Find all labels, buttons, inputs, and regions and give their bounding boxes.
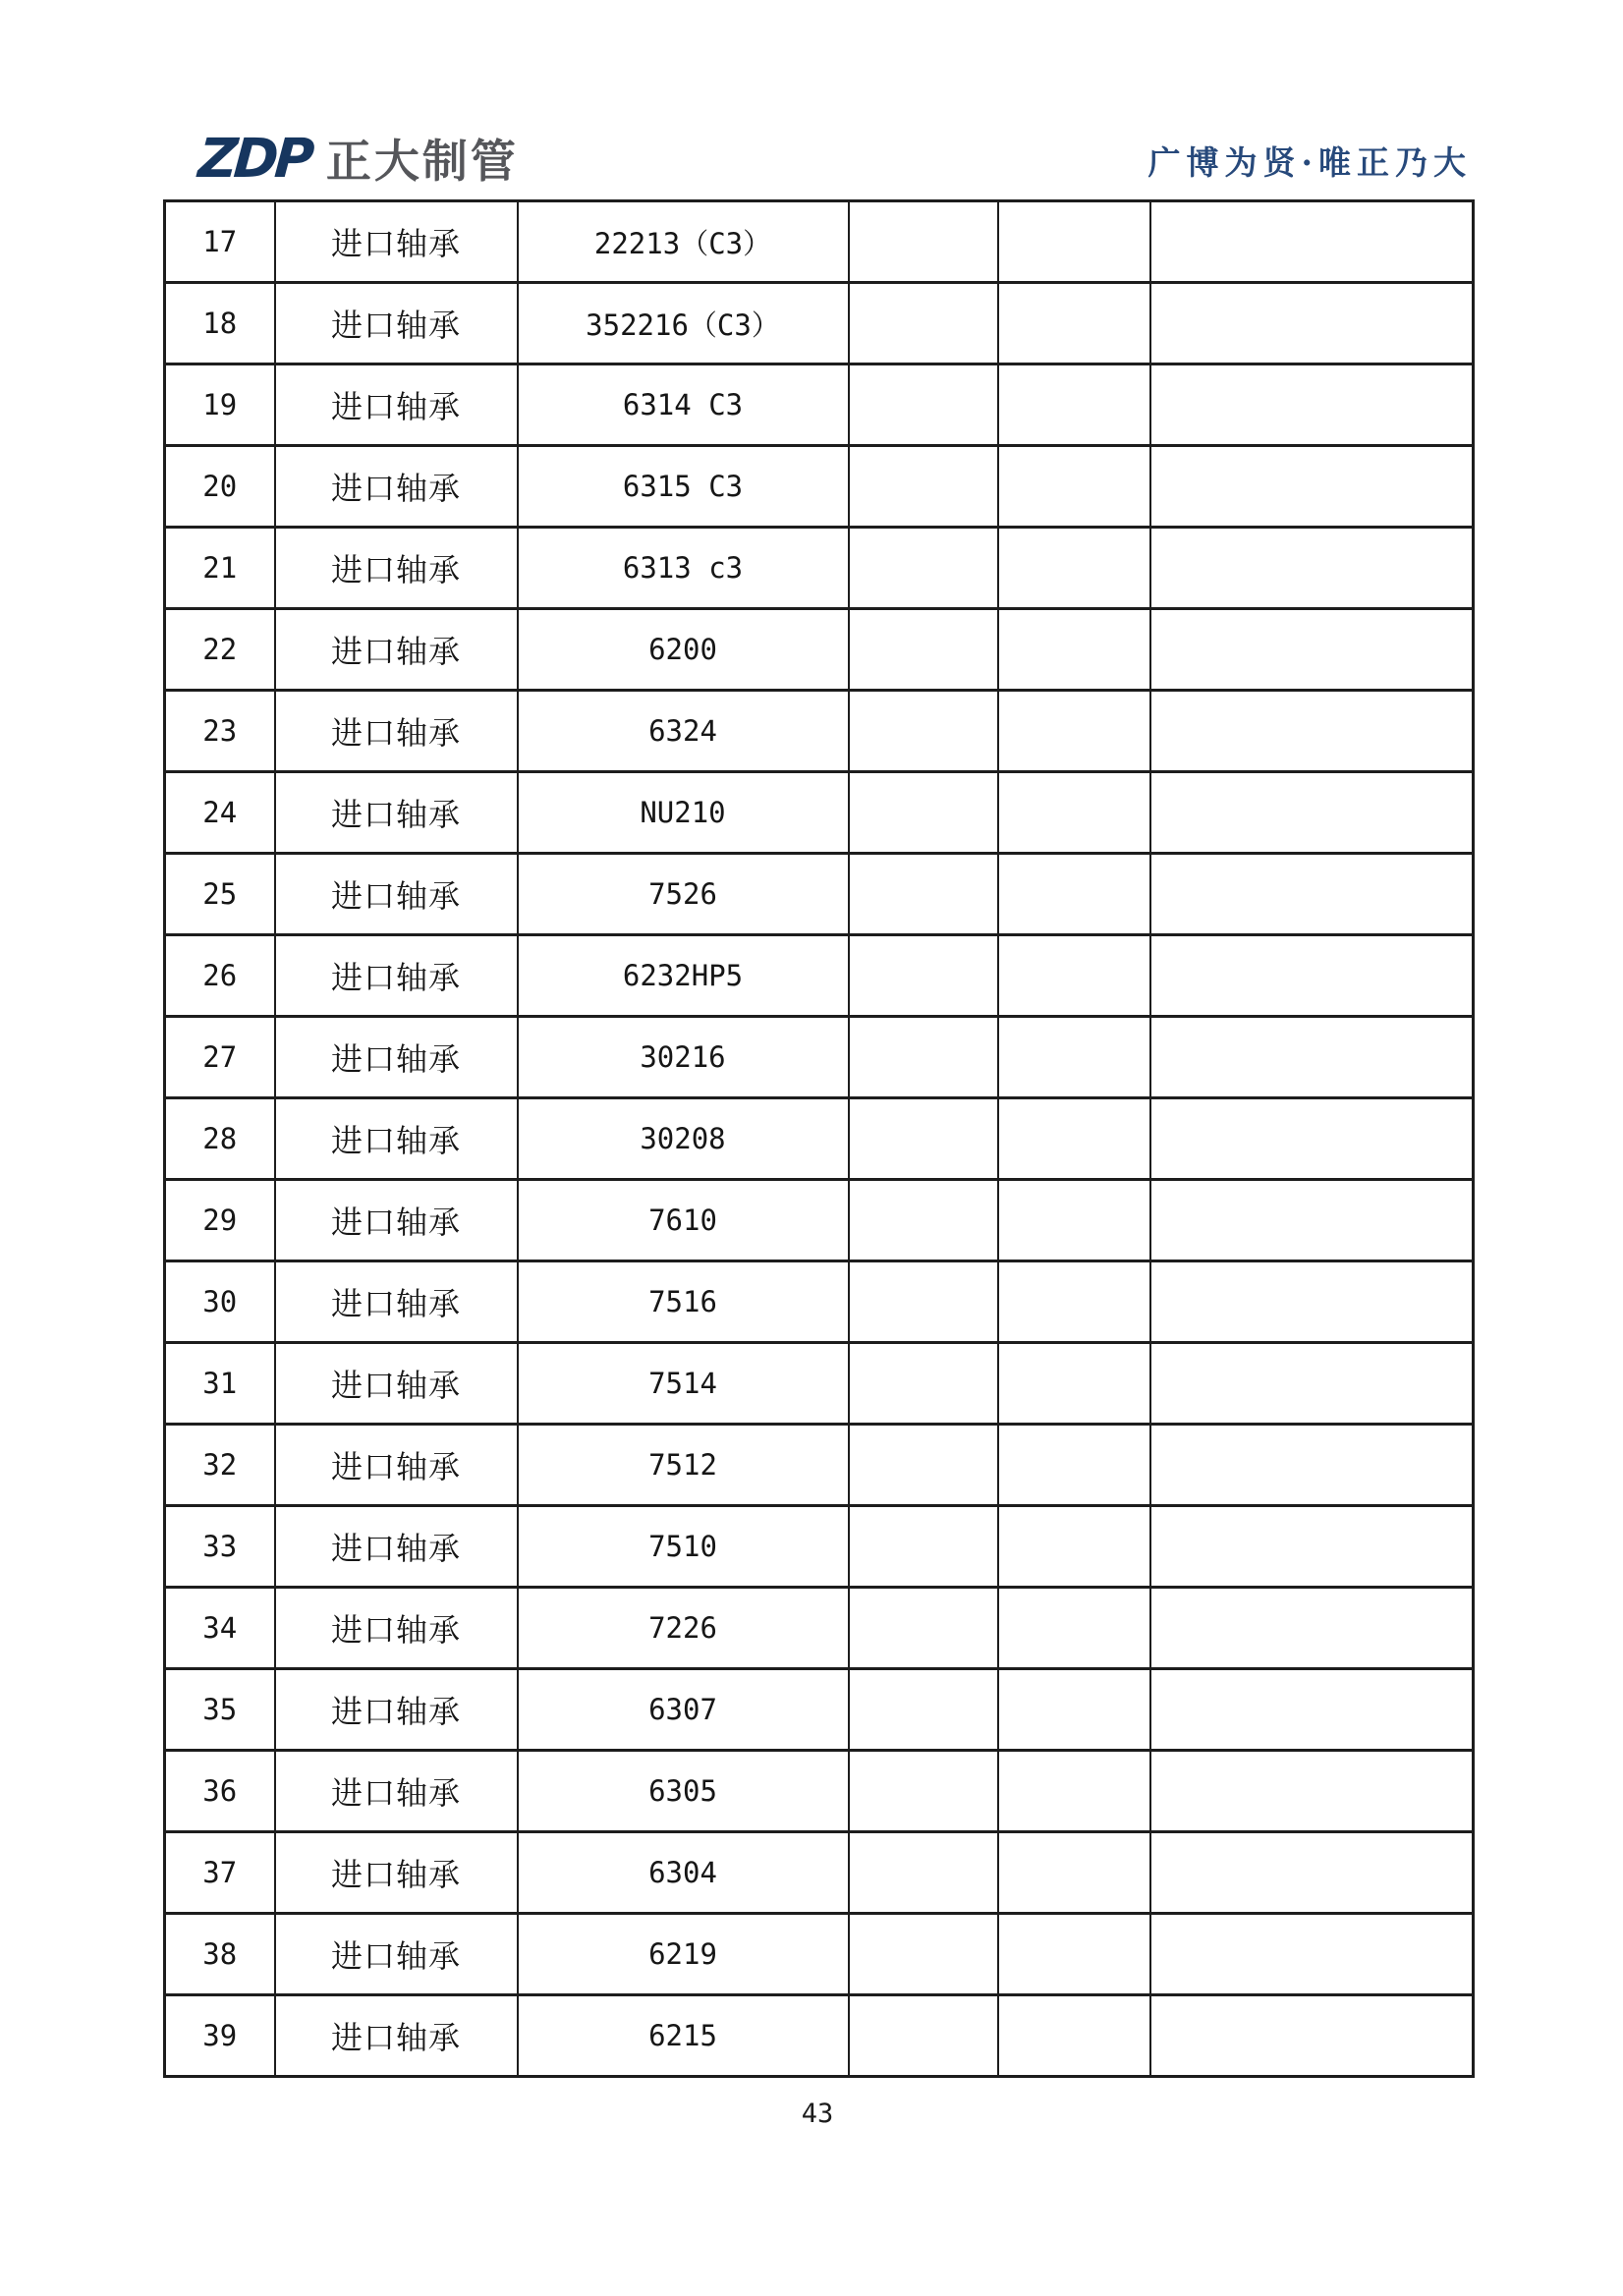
table-row — [165, 201, 1474, 283]
empty-cell — [849, 772, 998, 854]
table-row — [165, 1343, 1474, 1425]
model-cell: 7610 — [518, 1180, 849, 1261]
model-cell: 7516 — [518, 1261, 849, 1343]
row-index-cell: 24 — [165, 772, 275, 854]
empty-cell — [998, 1017, 1150, 1098]
row-index-cell: 35 — [165, 1669, 275, 1751]
remark-cell — [1150, 609, 1474, 691]
empty-cell — [998, 772, 1150, 854]
empty-cell — [849, 528, 998, 609]
empty-cell — [998, 1914, 1150, 1995]
part-name-cell: 进口轴承 — [275, 1669, 518, 1751]
empty-cell — [998, 283, 1150, 364]
row-index-cell: 34 — [165, 1588, 275, 1669]
empty-cell — [849, 609, 998, 691]
empty-cell — [998, 1098, 1150, 1180]
remark-cell — [1150, 1098, 1474, 1180]
part-name-cell: 进口轴承 — [275, 1098, 518, 1180]
model-cell: 6232HP5 — [518, 935, 849, 1017]
table-row — [165, 1098, 1474, 1180]
empty-cell — [849, 1995, 998, 2077]
part-name-cell: 进口轴承 — [275, 772, 518, 854]
remark-cell — [1150, 1261, 1474, 1343]
model-cell: 6313 c3 — [518, 528, 849, 609]
empty-cell — [998, 691, 1150, 772]
model-cell: 6314 C3 — [518, 364, 849, 446]
part-name-cell: 进口轴承 — [275, 528, 518, 609]
part-name-cell: 进口轴承 — [275, 1995, 518, 2077]
model-cell: 6200 — [518, 609, 849, 691]
remark-cell — [1150, 935, 1474, 1017]
empty-cell — [849, 1098, 998, 1180]
model-cell: 7226 — [518, 1588, 849, 1669]
remark-cell — [1150, 854, 1474, 935]
remark-cell — [1150, 1017, 1474, 1098]
empty-cell — [849, 1751, 998, 1832]
model-cell: 7510 — [518, 1506, 849, 1588]
part-name-cell: 进口轴承 — [275, 1261, 518, 1343]
part-name-cell: 进口轴承 — [275, 1017, 518, 1098]
model-cell: 30208 — [518, 1098, 849, 1180]
empty-cell — [849, 1669, 998, 1751]
table-row — [165, 528, 1474, 609]
table-row — [165, 1832, 1474, 1914]
table-row — [165, 772, 1474, 854]
model-cell: 22213（C3） — [518, 201, 849, 283]
table-row — [165, 1261, 1474, 1343]
part-name-cell: 进口轴承 — [275, 1180, 518, 1261]
empty-cell — [998, 364, 1150, 446]
table-row — [165, 1017, 1474, 1098]
remark-cell — [1150, 1751, 1474, 1832]
empty-cell — [849, 1914, 998, 1995]
model-cell: 6307 — [518, 1669, 849, 1751]
model-cell: NU210 — [518, 772, 849, 854]
empty-cell — [998, 1588, 1150, 1669]
table-row — [165, 935, 1474, 1017]
table-row — [165, 1995, 1474, 2077]
row-index-cell: 19 — [165, 364, 275, 446]
table-row — [165, 1751, 1474, 1832]
table-row — [165, 1669, 1474, 1751]
row-index-cell: 20 — [165, 446, 275, 528]
row-index-cell: 23 — [165, 691, 275, 772]
table-row — [165, 1588, 1474, 1669]
bearings-table-container — [163, 199, 1472, 2078]
empty-cell — [849, 1343, 998, 1425]
remark-cell — [1150, 1180, 1474, 1261]
remark-cell — [1150, 1506, 1474, 1588]
empty-cell — [998, 201, 1150, 283]
model-cell: 6219 — [518, 1914, 849, 1995]
part-name-cell: 进口轴承 — [275, 1506, 518, 1588]
table-row — [165, 364, 1474, 446]
row-index-cell: 26 — [165, 935, 275, 1017]
remark-cell — [1150, 528, 1474, 609]
remark-cell — [1150, 1995, 1474, 2077]
remark-cell — [1150, 1425, 1474, 1506]
part-name-cell: 进口轴承 — [275, 1588, 518, 1669]
table-row — [165, 1914, 1474, 1995]
remark-cell — [1150, 691, 1474, 772]
table-row — [165, 854, 1474, 935]
empty-cell — [998, 1261, 1150, 1343]
model-cell: 6305 — [518, 1751, 849, 1832]
row-index-cell: 30 — [165, 1261, 275, 1343]
empty-cell — [998, 1343, 1150, 1425]
remark-cell — [1150, 446, 1474, 528]
model-cell: 6315 C3 — [518, 446, 849, 528]
empty-cell — [849, 1017, 998, 1098]
row-index-cell: 25 — [165, 854, 275, 935]
row-index-cell: 38 — [165, 1914, 275, 1995]
empty-cell — [849, 691, 998, 772]
empty-cell — [998, 528, 1150, 609]
logo-zdp-icon: ZDP — [196, 127, 313, 190]
empty-cell — [998, 1180, 1150, 1261]
model-cell: 30216 — [518, 1017, 849, 1098]
table-row — [165, 446, 1474, 528]
remark-cell — [1150, 201, 1474, 283]
table-row — [165, 1506, 1474, 1588]
table-row — [165, 1425, 1474, 1506]
part-name-cell: 进口轴承 — [275, 935, 518, 1017]
part-name-cell: 进口轴承 — [275, 1914, 518, 1995]
remark-cell — [1150, 1832, 1474, 1914]
remark-cell — [1150, 283, 1474, 364]
row-index-cell: 37 — [165, 1832, 275, 1914]
row-index-cell: 39 — [165, 1995, 275, 2077]
part-name-cell: 进口轴承 — [275, 691, 518, 772]
row-index-cell: 32 — [165, 1425, 275, 1506]
page-number: 43 — [801, 2099, 834, 2129]
remark-cell — [1150, 1588, 1474, 1669]
model-cell: 6215 — [518, 1995, 849, 2077]
empty-cell — [998, 1506, 1150, 1588]
part-name-cell: 进口轴承 — [275, 364, 518, 446]
company-logo — [196, 127, 519, 190]
part-name-cell: 进口轴承 — [275, 609, 518, 691]
row-index-cell: 33 — [165, 1506, 275, 1588]
table-row — [165, 691, 1474, 772]
empty-cell — [849, 1506, 998, 1588]
header-slogan: 广博为贤·唯正乃大 — [1147, 143, 1472, 182]
bearings-table — [163, 199, 1475, 2078]
model-cell: 352216（C3） — [518, 283, 849, 364]
part-name-cell: 进口轴承 — [275, 854, 518, 935]
row-index-cell: 28 — [165, 1098, 275, 1180]
empty-cell — [998, 446, 1150, 528]
empty-cell — [849, 1832, 998, 1914]
remark-cell — [1150, 772, 1474, 854]
empty-cell — [849, 935, 998, 1017]
empty-cell — [998, 1995, 1150, 2077]
model-cell: 7526 — [518, 854, 849, 935]
part-name-cell: 进口轴承 — [275, 283, 518, 364]
model-cell: 7514 — [518, 1343, 849, 1425]
empty-cell — [849, 1261, 998, 1343]
empty-cell — [849, 283, 998, 364]
remark-cell — [1150, 1343, 1474, 1425]
part-name-cell: 进口轴承 — [275, 201, 518, 283]
empty-cell — [998, 1751, 1150, 1832]
remark-cell — [1150, 1669, 1474, 1751]
row-index-cell: 36 — [165, 1751, 275, 1832]
row-index-cell: 27 — [165, 1017, 275, 1098]
empty-cell — [998, 935, 1150, 1017]
table-row — [165, 609, 1474, 691]
empty-cell — [849, 854, 998, 935]
part-name-cell: 进口轴承 — [275, 446, 518, 528]
part-name-cell: 进口轴承 — [275, 1832, 518, 1914]
model-cell: 7512 — [518, 1425, 849, 1506]
empty-cell — [998, 609, 1150, 691]
row-index-cell: 17 — [165, 201, 275, 283]
part-name-cell: 进口轴承 — [275, 1751, 518, 1832]
remark-cell — [1150, 1914, 1474, 1995]
row-index-cell: 21 — [165, 528, 275, 609]
empty-cell — [849, 1588, 998, 1669]
empty-cell — [998, 854, 1150, 935]
table-row — [165, 283, 1474, 364]
remark-cell — [1150, 364, 1474, 446]
model-cell: 6324 — [518, 691, 849, 772]
table-row — [165, 1180, 1474, 1261]
model-cell: 6304 — [518, 1832, 849, 1914]
part-name-cell: 进口轴承 — [275, 1425, 518, 1506]
row-index-cell: 29 — [165, 1180, 275, 1261]
empty-cell — [849, 446, 998, 528]
empty-cell — [849, 1425, 998, 1506]
empty-cell — [849, 201, 998, 283]
row-index-cell: 31 — [165, 1343, 275, 1425]
empty-cell — [849, 1180, 998, 1261]
empty-cell — [998, 1669, 1150, 1751]
empty-cell — [998, 1425, 1150, 1506]
row-index-cell: 18 — [165, 283, 275, 364]
part-name-cell: 进口轴承 — [275, 1343, 518, 1425]
logo-company-name: 正大制管 — [325, 135, 519, 188]
empty-cell — [849, 364, 998, 446]
empty-cell — [998, 1832, 1150, 1914]
row-index-cell: 22 — [165, 609, 275, 691]
